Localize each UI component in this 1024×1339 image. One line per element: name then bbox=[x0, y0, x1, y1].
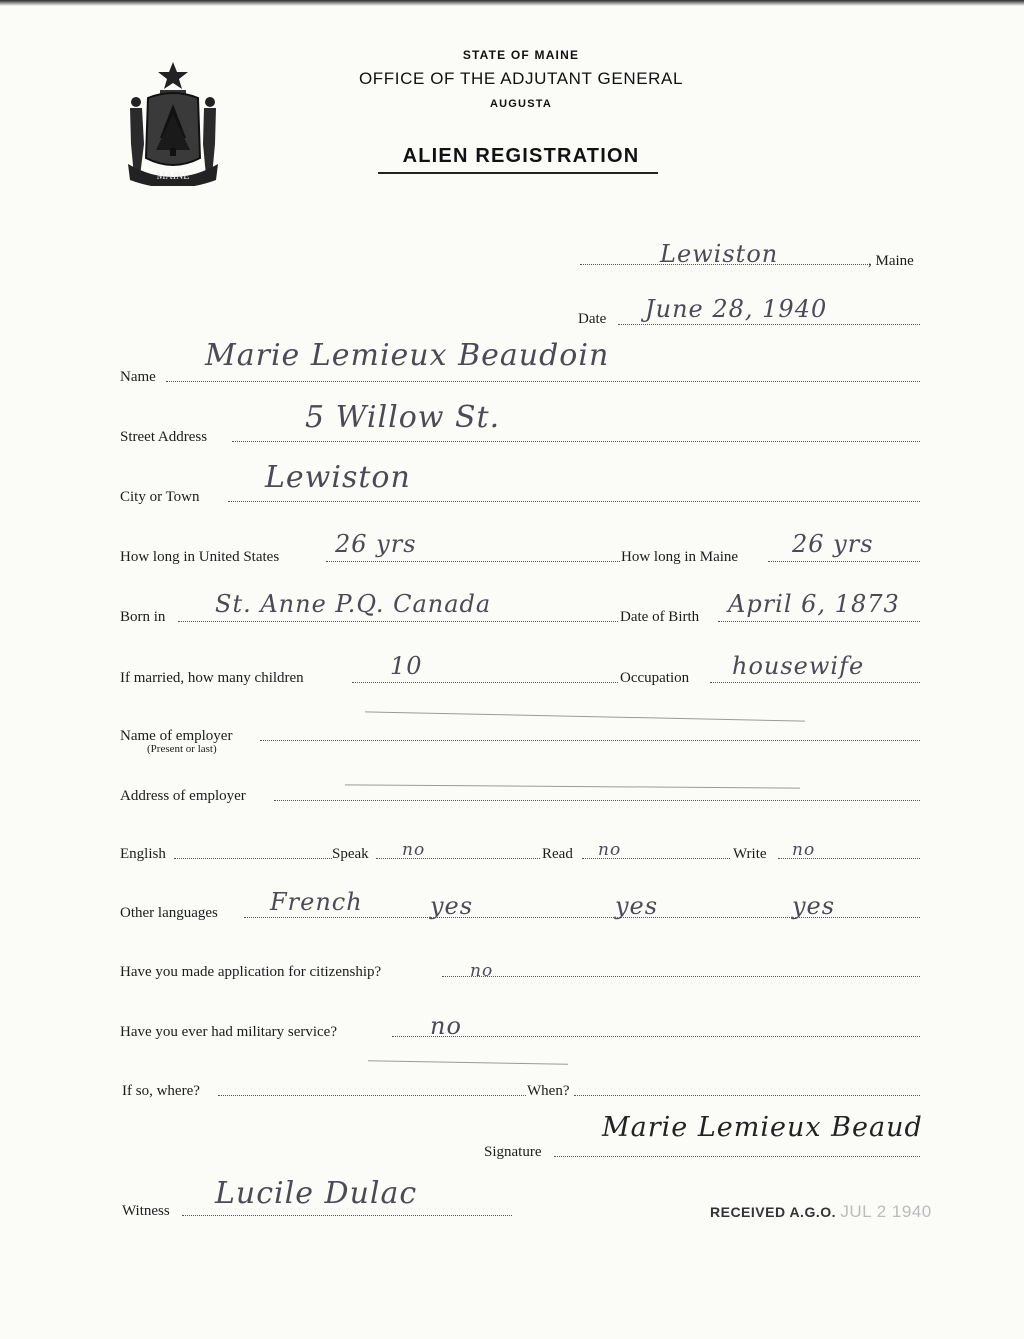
dob-line bbox=[718, 621, 920, 622]
born-value: St. Anne P.Q. Canada bbox=[215, 590, 492, 618]
city-heading: AUGUSTA bbox=[490, 98, 552, 110]
witness-label: Witness bbox=[122, 1203, 170, 1219]
date-line bbox=[618, 324, 920, 325]
occupation-line bbox=[710, 682, 920, 683]
city-label: City or Town bbox=[120, 489, 200, 505]
city-line bbox=[228, 501, 920, 502]
maine-duration-line bbox=[768, 561, 920, 562]
us-duration-label: How long in United States bbox=[120, 549, 280, 565]
where-line bbox=[218, 1095, 526, 1096]
when-line bbox=[574, 1095, 920, 1096]
employer-label: Name of employer bbox=[120, 728, 233, 744]
dob-label: Date of Birth bbox=[620, 609, 700, 625]
citizenship-label: Have you made application for citizenship? bbox=[120, 964, 382, 980]
when-label: When? bbox=[527, 1083, 570, 1099]
svg-text:MAINE: MAINE bbox=[156, 171, 190, 182]
children-line bbox=[352, 682, 618, 683]
military-dash-mark bbox=[368, 1060, 568, 1064]
witness-value: Lucile Dulac bbox=[215, 1176, 418, 1211]
office-heading: OFFICE OF THE ADJUTANT GENERAL bbox=[358, 69, 684, 88]
military-line bbox=[392, 1036, 920, 1037]
speak-value: no bbox=[402, 840, 426, 860]
english-label: English bbox=[120, 846, 166, 862]
born-line bbox=[178, 621, 618, 622]
signature-line bbox=[554, 1156, 920, 1157]
read-value: no bbox=[598, 840, 622, 860]
where-label: If so, where? bbox=[122, 1083, 200, 1099]
citizenship-value: no bbox=[470, 961, 494, 981]
signature-value: Marie Lemieux Beaud bbox=[602, 1112, 923, 1143]
witness-line bbox=[182, 1215, 512, 1216]
employer-address-line bbox=[274, 800, 920, 801]
stamp-date: JUL 2 1940 bbox=[840, 1202, 932, 1221]
date-label: Date bbox=[578, 311, 607, 327]
name-value: Marie Lemieux Beaudoin bbox=[205, 338, 610, 373]
received-stamp bbox=[710, 1202, 932, 1222]
date-value: June 28, 1940 bbox=[645, 295, 828, 323]
citizenship-line bbox=[442, 976, 920, 977]
other-read-value: yes bbox=[615, 892, 659, 920]
employer-line bbox=[260, 740, 920, 741]
stamp-received: RECEIVED A.G.O. bbox=[710, 1204, 837, 1220]
speak-line bbox=[376, 858, 540, 859]
street-value: 5 Willow St. bbox=[305, 400, 501, 435]
other-languages-value: French bbox=[270, 888, 363, 916]
occupation-label: Occupation bbox=[620, 670, 690, 686]
town-suffix: , Maine bbox=[868, 253, 914, 269]
maine-duration-label: How long in Maine bbox=[621, 549, 739, 565]
dob-value: April 6, 1873 bbox=[728, 590, 900, 618]
english-line bbox=[174, 858, 332, 859]
occupation-value: housewife bbox=[732, 652, 865, 680]
speak-label: Speak bbox=[332, 846, 369, 862]
write-value: no bbox=[792, 840, 816, 860]
employer-address-dash-mark bbox=[345, 784, 800, 788]
other-languages-label: Other languages bbox=[120, 905, 218, 921]
children-value: 10 bbox=[390, 652, 423, 680]
street-label: Street Address bbox=[120, 429, 208, 445]
read-label: Read bbox=[542, 846, 573, 862]
children-label: If married, how many children bbox=[120, 670, 304, 686]
scan-edge bbox=[0, 0, 1024, 6]
employer-address-label: Address of employer bbox=[120, 788, 246, 804]
maine-duration-value: 26 yrs bbox=[792, 530, 874, 558]
born-label: Born in bbox=[120, 609, 166, 625]
us-duration-value: 26 yrs bbox=[335, 530, 417, 558]
name-label: Name bbox=[120, 369, 156, 385]
employer-dash-mark bbox=[365, 711, 805, 721]
employer-sublabel: (Present or last) bbox=[147, 743, 217, 755]
name-line bbox=[166, 381, 920, 382]
write-label: Write bbox=[733, 846, 767, 862]
street-line bbox=[232, 441, 920, 442]
military-value: no bbox=[430, 1012, 462, 1040]
state-heading: STATE OF MAINE bbox=[462, 48, 580, 62]
signature-label: Signature bbox=[484, 1144, 542, 1160]
town-value: Lewiston bbox=[660, 240, 779, 268]
other-write-value: yes bbox=[792, 892, 836, 920]
title-underline bbox=[378, 172, 658, 174]
form-title: ALIEN REGISTRATION bbox=[402, 145, 640, 167]
military-label: Have you ever had military service? bbox=[120, 1024, 337, 1040]
other-speak-value: yes bbox=[430, 892, 474, 920]
us-duration-line bbox=[326, 561, 620, 562]
city-value: Lewiston bbox=[265, 460, 411, 495]
